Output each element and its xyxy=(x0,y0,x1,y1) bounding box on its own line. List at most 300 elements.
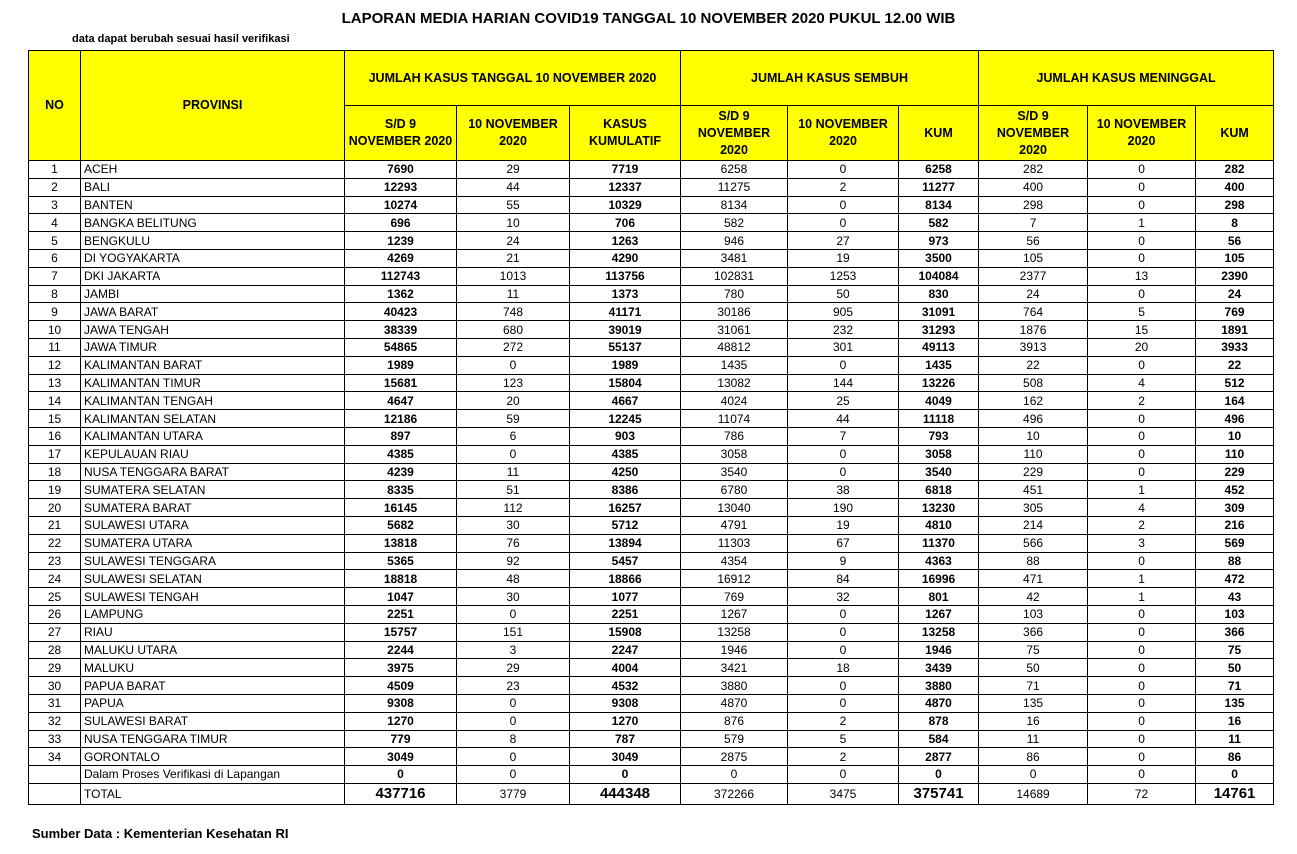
table-row xyxy=(29,374,1274,392)
province-cell: SUMATERA SELATAN xyxy=(81,481,345,499)
value-cell: 4509 xyxy=(345,677,457,695)
value-cell: 50 xyxy=(788,285,899,303)
province-cell: ACEH xyxy=(81,161,345,179)
value-cell: 1267 xyxy=(899,605,979,623)
value-cell: 214 xyxy=(979,516,1088,534)
value-cell: 15908 xyxy=(570,623,681,641)
row-number-cell: 30 xyxy=(29,677,81,695)
province-cell: KALIMANTAN UTARA xyxy=(81,427,345,445)
value-cell: 3421 xyxy=(681,659,788,677)
value-cell: 0 xyxy=(457,605,570,623)
value-cell: 113756 xyxy=(570,267,681,285)
value-cell: 38339 xyxy=(345,321,457,339)
row-number-cell: 10 xyxy=(29,321,81,339)
value-cell: 11303 xyxy=(681,534,788,552)
value-cell: 13258 xyxy=(681,623,788,641)
value-cell: 190 xyxy=(788,499,899,517)
value-cell: 779 xyxy=(345,730,457,748)
total-cell xyxy=(29,783,81,804)
table-row xyxy=(29,481,1274,499)
value-cell: 4385 xyxy=(570,445,681,463)
value-cell: 2390 xyxy=(1196,267,1274,285)
value-cell: 86 xyxy=(979,748,1088,766)
value-cell: 103 xyxy=(1196,605,1274,623)
value-cell: 282 xyxy=(1196,161,1274,179)
table-row xyxy=(29,196,1274,214)
value-cell: 164 xyxy=(1196,392,1274,410)
value-cell: 5712 xyxy=(570,516,681,534)
value-cell: 0 xyxy=(1088,196,1196,214)
province-cell: PAPUA xyxy=(81,694,345,712)
value-cell: 301 xyxy=(788,338,899,356)
value-cell: 876 xyxy=(681,712,788,730)
value-cell: 56 xyxy=(979,232,1088,250)
value-cell: 512 xyxy=(1196,374,1274,392)
value-cell: 10274 xyxy=(345,196,457,214)
value-cell: 496 xyxy=(1196,410,1274,428)
value-cell: 112743 xyxy=(345,267,457,285)
value-cell: 10329 xyxy=(570,196,681,214)
table-row xyxy=(29,552,1274,570)
value-cell: 229 xyxy=(1196,463,1274,481)
value-cell: 10 xyxy=(1196,427,1274,445)
value-cell: 0 xyxy=(1088,463,1196,481)
value-cell: 12245 xyxy=(570,410,681,428)
value-cell: 4024 xyxy=(681,392,788,410)
report-subtitle: data dapat berubah sesuai hasil verifikasi xyxy=(72,33,290,45)
total-cell: 444348 xyxy=(570,783,681,804)
value-cell: 123 xyxy=(457,374,570,392)
value-cell: 366 xyxy=(1196,623,1274,641)
value-cell: 471 xyxy=(979,570,1088,588)
value-cell: 11275 xyxy=(681,178,788,196)
value-cell: 0 xyxy=(681,766,788,784)
value-cell: 3880 xyxy=(899,677,979,695)
province-cell: KEPULAUAN RIAU xyxy=(81,445,345,463)
value-cell: 4870 xyxy=(899,694,979,712)
value-cell: 24 xyxy=(979,285,1088,303)
table-row xyxy=(29,677,1274,695)
table-row xyxy=(29,285,1274,303)
province-cell: SULAWESI SELATAN xyxy=(81,570,345,588)
value-cell: 0 xyxy=(788,161,899,179)
value-cell: 0 xyxy=(788,214,899,232)
value-cell: 2 xyxy=(788,178,899,196)
value-cell: 0 xyxy=(788,641,899,659)
value-cell: 15681 xyxy=(345,374,457,392)
value-cell: 0 xyxy=(457,748,570,766)
table-row xyxy=(29,605,1274,623)
value-cell: 0 xyxy=(457,445,570,463)
row-number-cell: 26 xyxy=(29,605,81,623)
value-cell: 6 xyxy=(457,427,570,445)
province-cell: JAWA TIMUR xyxy=(81,338,345,356)
value-cell: 13818 xyxy=(345,534,457,552)
table-row xyxy=(29,178,1274,196)
value-cell: 92 xyxy=(457,552,570,570)
province-cell: DKI JAKARTA xyxy=(81,267,345,285)
value-cell: 13226 xyxy=(899,374,979,392)
value-cell: 105 xyxy=(979,249,1088,267)
total-cell: 437716 xyxy=(345,783,457,804)
table-row xyxy=(29,321,1274,339)
table-row xyxy=(29,694,1274,712)
value-cell: 9308 xyxy=(570,694,681,712)
value-cell: 0 xyxy=(1088,659,1196,677)
value-cell: 71 xyxy=(979,677,1088,695)
total-label: TOTAL xyxy=(81,783,345,804)
covid-report-table xyxy=(28,50,1274,805)
province-cell: SUMATERA BARAT xyxy=(81,499,345,517)
total-cell: 3475 xyxy=(788,783,899,804)
value-cell: 76 xyxy=(457,534,570,552)
value-cell: 29 xyxy=(457,161,570,179)
value-cell: 229 xyxy=(979,463,1088,481)
value-cell: 0 xyxy=(457,712,570,730)
row-number-cell: 29 xyxy=(29,659,81,677)
province-cell: KALIMANTAN BARAT xyxy=(81,356,345,374)
table-row xyxy=(29,427,1274,445)
value-cell: 0 xyxy=(979,766,1088,784)
table-row xyxy=(29,712,1274,730)
total-row xyxy=(29,783,1274,804)
value-cell: 7690 xyxy=(345,161,457,179)
value-cell: 0 xyxy=(1088,712,1196,730)
value-cell: 3058 xyxy=(899,445,979,463)
row-number-cell: 8 xyxy=(29,285,81,303)
value-cell: 48812 xyxy=(681,338,788,356)
header-meninggal-kum: KUM xyxy=(1196,106,1274,161)
province-cell: DI YOGYAKARTA xyxy=(81,249,345,267)
header-meninggal-today: 10 NOVEMBER 2020 xyxy=(1088,106,1196,161)
value-cell: 13082 xyxy=(681,374,788,392)
province-cell: SULAWESI TENGGARA xyxy=(81,552,345,570)
value-cell: 1270 xyxy=(570,712,681,730)
value-cell: 0 xyxy=(788,196,899,214)
value-cell: 88 xyxy=(979,552,1088,570)
total-cell: 14761 xyxy=(1196,783,1274,804)
province-cell: JAMBI xyxy=(81,285,345,303)
value-cell: 6780 xyxy=(681,481,788,499)
value-cell: 31293 xyxy=(899,321,979,339)
value-cell: 584 xyxy=(899,730,979,748)
value-cell: 3913 xyxy=(979,338,1088,356)
value-cell: 56 xyxy=(1196,232,1274,250)
value-cell: 905 xyxy=(788,303,899,321)
value-cell: 13230 xyxy=(899,499,979,517)
province-cell: PAPUA BARAT xyxy=(81,677,345,695)
value-cell: 86 xyxy=(1196,748,1274,766)
table-row xyxy=(29,303,1274,321)
value-cell: 11370 xyxy=(899,534,979,552)
value-cell: 0 xyxy=(788,463,899,481)
total-cell: 3779 xyxy=(457,783,570,804)
value-cell: 903 xyxy=(570,427,681,445)
table-row xyxy=(29,570,1274,588)
value-cell: 23 xyxy=(457,677,570,695)
province-cell: KALIMANTAN TIMUR xyxy=(81,374,345,392)
value-cell: 4250 xyxy=(570,463,681,481)
value-cell: 0 xyxy=(1088,285,1196,303)
row-number-cell: 25 xyxy=(29,588,81,606)
value-cell: 0 xyxy=(1088,178,1196,196)
header-kasus-sd: S/D 9 NOVEMBER 2020 xyxy=(345,106,457,161)
value-cell: 19 xyxy=(788,249,899,267)
value-cell: 39019 xyxy=(570,321,681,339)
table-row xyxy=(29,232,1274,250)
value-cell: 16145 xyxy=(345,499,457,517)
value-cell: 1946 xyxy=(899,641,979,659)
row-number-cell: 3 xyxy=(29,196,81,214)
header-sembuh-kum: KUM xyxy=(899,106,979,161)
row-number-cell: 21 xyxy=(29,516,81,534)
table-row xyxy=(29,249,1274,267)
value-cell: 582 xyxy=(681,214,788,232)
value-cell: 75 xyxy=(979,641,1088,659)
value-cell: 49113 xyxy=(899,338,979,356)
value-cell: 496 xyxy=(979,410,1088,428)
value-cell: 5 xyxy=(1088,303,1196,321)
row-number-cell: 24 xyxy=(29,570,81,588)
value-cell: 88 xyxy=(1196,552,1274,570)
value-cell: 4385 xyxy=(345,445,457,463)
value-cell: 0 xyxy=(1088,410,1196,428)
value-cell: 104084 xyxy=(899,267,979,285)
value-cell: 2247 xyxy=(570,641,681,659)
value-cell: 20 xyxy=(1088,338,1196,356)
value-cell: 4810 xyxy=(899,516,979,534)
row-number-cell xyxy=(29,766,81,784)
table-row xyxy=(29,534,1274,552)
value-cell: 2875 xyxy=(681,748,788,766)
table-row xyxy=(29,730,1274,748)
value-cell: 793 xyxy=(899,427,979,445)
value-cell: 0 xyxy=(1088,427,1196,445)
value-cell: 11 xyxy=(457,285,570,303)
table-row xyxy=(29,356,1274,374)
value-cell: 162 xyxy=(979,392,1088,410)
value-cell: 0 xyxy=(1088,605,1196,623)
value-cell: 769 xyxy=(1196,303,1274,321)
province-cell: SUMATERA UTARA xyxy=(81,534,345,552)
report-title: LAPORAN MEDIA HARIAN COVID19 TANGGAL 10 NOVEMBER 2020 PUKUL 12.00 WIB xyxy=(341,10,956,27)
row-number-cell: 19 xyxy=(29,481,81,499)
value-cell: 3880 xyxy=(681,677,788,695)
value-cell: 4791 xyxy=(681,516,788,534)
value-cell: 566 xyxy=(979,534,1088,552)
row-number-cell: 28 xyxy=(29,641,81,659)
value-cell: 309 xyxy=(1196,499,1274,517)
value-cell: 27 xyxy=(788,232,899,250)
value-cell: 48 xyxy=(457,570,570,588)
value-cell: 20 xyxy=(457,392,570,410)
total-cell: 72 xyxy=(1088,783,1196,804)
province-cell: JAWA TENGAH xyxy=(81,321,345,339)
value-cell: 0 xyxy=(788,766,899,784)
province-cell: KALIMANTAN SELATAN xyxy=(81,410,345,428)
value-cell: 1 xyxy=(1088,588,1196,606)
value-cell: 15804 xyxy=(570,374,681,392)
province-cell: SULAWESI UTARA xyxy=(81,516,345,534)
value-cell: 7719 xyxy=(570,161,681,179)
value-cell: 8386 xyxy=(570,481,681,499)
value-cell: 44 xyxy=(457,178,570,196)
value-cell: 18866 xyxy=(570,570,681,588)
value-cell: 11 xyxy=(979,730,1088,748)
value-cell: 1047 xyxy=(345,588,457,606)
value-cell: 7 xyxy=(979,214,1088,232)
value-cell: 579 xyxy=(681,730,788,748)
value-cell: 12293 xyxy=(345,178,457,196)
row-number-cell: 12 xyxy=(29,356,81,374)
value-cell: 3933 xyxy=(1196,338,1274,356)
row-number-cell: 5 xyxy=(29,232,81,250)
value-cell: 298 xyxy=(1196,196,1274,214)
value-cell: 973 xyxy=(899,232,979,250)
value-cell: 878 xyxy=(899,712,979,730)
value-cell: 16912 xyxy=(681,570,788,588)
value-cell: 451 xyxy=(979,481,1088,499)
value-cell: 1989 xyxy=(570,356,681,374)
value-cell: 50 xyxy=(979,659,1088,677)
value-cell: 151 xyxy=(457,623,570,641)
value-cell: 680 xyxy=(457,321,570,339)
value-cell: 0 xyxy=(1088,623,1196,641)
value-cell: 3540 xyxy=(899,463,979,481)
row-number-cell: 13 xyxy=(29,374,81,392)
value-cell: 16257 xyxy=(570,499,681,517)
table-row xyxy=(29,214,1274,232)
value-cell: 13040 xyxy=(681,499,788,517)
value-cell: 13894 xyxy=(570,534,681,552)
value-cell: 1253 xyxy=(788,267,899,285)
row-number-cell: 23 xyxy=(29,552,81,570)
province-cell: KALIMANTAN TENGAH xyxy=(81,392,345,410)
value-cell: 830 xyxy=(899,285,979,303)
value-cell: 1077 xyxy=(570,588,681,606)
table-row xyxy=(29,641,1274,659)
value-cell: 31091 xyxy=(899,303,979,321)
value-cell: 786 xyxy=(681,427,788,445)
value-cell: 3058 xyxy=(681,445,788,463)
value-cell: 41171 xyxy=(570,303,681,321)
row-number-cell: 16 xyxy=(29,427,81,445)
header-group-meninggal: JUMLAH KASUS MENINGGAL xyxy=(979,51,1274,106)
row-number-cell: 14 xyxy=(29,392,81,410)
value-cell: 2 xyxy=(788,712,899,730)
province-cell: NUSA TENGGARA BARAT xyxy=(81,463,345,481)
value-cell: 1239 xyxy=(345,232,457,250)
row-number-cell: 31 xyxy=(29,694,81,712)
value-cell: 50 xyxy=(1196,659,1274,677)
value-cell: 0 xyxy=(1196,766,1274,784)
value-cell: 19 xyxy=(788,516,899,534)
value-cell: 102831 xyxy=(681,267,788,285)
value-cell: 2 xyxy=(1088,516,1196,534)
table-row xyxy=(29,410,1274,428)
value-cell: 0 xyxy=(570,766,681,784)
value-cell: 0 xyxy=(899,766,979,784)
value-cell: 9308 xyxy=(345,694,457,712)
value-cell: 764 xyxy=(979,303,1088,321)
value-cell: 12186 xyxy=(345,410,457,428)
value-cell: 51 xyxy=(457,481,570,499)
value-cell: 135 xyxy=(1196,694,1274,712)
value-cell: 1 xyxy=(1088,570,1196,588)
value-cell: 13258 xyxy=(899,623,979,641)
row-number-cell: 2 xyxy=(29,178,81,196)
row-number-cell: 9 xyxy=(29,303,81,321)
value-cell: 3439 xyxy=(899,659,979,677)
value-cell: 8 xyxy=(1196,214,1274,232)
value-cell: 2377 xyxy=(979,267,1088,285)
value-cell: 0 xyxy=(788,605,899,623)
province-cell: NUSA TENGGARA TIMUR xyxy=(81,730,345,748)
value-cell: 366 xyxy=(979,623,1088,641)
value-cell: 30 xyxy=(457,588,570,606)
row-number-cell: 33 xyxy=(29,730,81,748)
table-row xyxy=(29,463,1274,481)
province-cell: BANGKA BELITUNG xyxy=(81,214,345,232)
value-cell: 1 xyxy=(1088,481,1196,499)
row-number-cell: 20 xyxy=(29,499,81,517)
table-row xyxy=(29,516,1274,534)
value-cell: 6258 xyxy=(681,161,788,179)
value-cell: 3975 xyxy=(345,659,457,677)
value-cell: 10 xyxy=(979,427,1088,445)
row-number-cell: 4 xyxy=(29,214,81,232)
value-cell: 298 xyxy=(979,196,1088,214)
value-cell: 18818 xyxy=(345,570,457,588)
value-cell: 1013 xyxy=(457,267,570,285)
row-number-cell: 7 xyxy=(29,267,81,285)
value-cell: 8335 xyxy=(345,481,457,499)
value-cell: 0 xyxy=(457,766,570,784)
value-cell: 0 xyxy=(1088,249,1196,267)
value-cell: 400 xyxy=(1196,178,1274,196)
value-cell: 32 xyxy=(788,588,899,606)
value-cell: 29 xyxy=(457,659,570,677)
header-group-kasus: JUMLAH KASUS TANGGAL 10 NOVEMBER 2020 xyxy=(345,51,681,106)
value-cell: 4667 xyxy=(570,392,681,410)
value-cell: 4269 xyxy=(345,249,457,267)
value-cell: 112 xyxy=(457,499,570,517)
value-cell: 144 xyxy=(788,374,899,392)
value-cell: 452 xyxy=(1196,481,1274,499)
value-cell: 0 xyxy=(788,677,899,695)
value-cell: 4004 xyxy=(570,659,681,677)
value-cell: 1946 xyxy=(681,641,788,659)
row-number-cell: 22 xyxy=(29,534,81,552)
value-cell: 2244 xyxy=(345,641,457,659)
value-cell: 13 xyxy=(1088,267,1196,285)
value-cell: 0 xyxy=(1088,232,1196,250)
province-cell: RIAU xyxy=(81,623,345,641)
value-cell: 11277 xyxy=(899,178,979,196)
row-number-cell: 1 xyxy=(29,161,81,179)
value-cell: 31061 xyxy=(681,321,788,339)
value-cell: 54865 xyxy=(345,338,457,356)
value-cell: 3540 xyxy=(681,463,788,481)
value-cell: 5 xyxy=(788,730,899,748)
value-cell: 55137 xyxy=(570,338,681,356)
value-cell: 18 xyxy=(788,659,899,677)
value-cell: 0 xyxy=(345,766,457,784)
value-cell: 0 xyxy=(1088,161,1196,179)
row-number-cell: 18 xyxy=(29,463,81,481)
row-number-cell: 17 xyxy=(29,445,81,463)
province-cell: SULAWESI TENGAH xyxy=(81,588,345,606)
